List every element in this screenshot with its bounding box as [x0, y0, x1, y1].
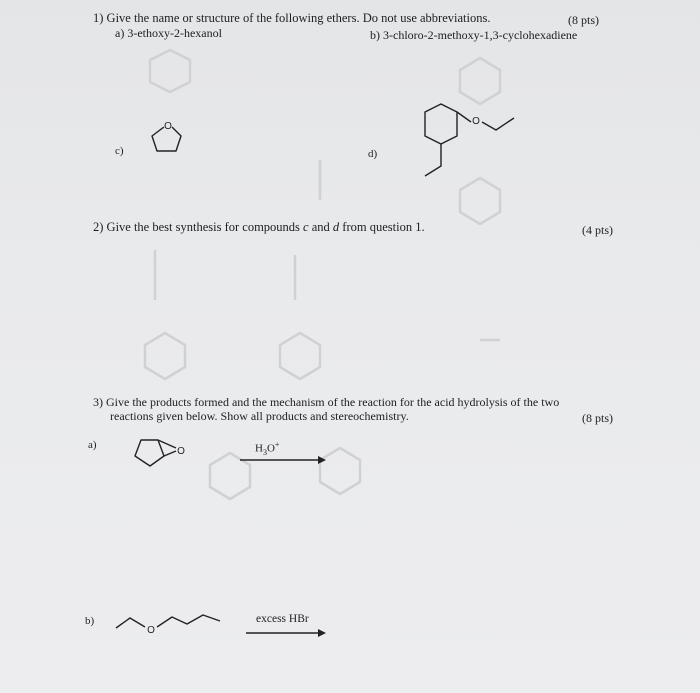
question-1-text: 1) Give the name or structure of the following ethers. Do not use abbreviations. — [93, 11, 491, 25]
question-3-points: (8 pts) — [582, 411, 613, 425]
question-2-lead: 2) Give the best synthesis for compounds — [93, 220, 300, 234]
reagent-a-h: H — [255, 442, 263, 455]
reagent-a-label — [255, 441, 279, 457]
question-3-line-1: 3) Give the products formed and the mechanism of the reaction for the acid hydrolysis of the two — [93, 395, 560, 409]
reaction-a-oxygen: O — [177, 446, 185, 457]
question-1d-label: d) — [368, 148, 378, 160]
question-1-points: (8 pts) — [568, 13, 599, 27]
question-2-rest: from question 1. — [342, 220, 425, 234]
question-3b-label: b) — [85, 615, 95, 627]
reagent-b-label: excess HBr — [256, 613, 309, 625]
question-2-points: (4 pts) — [582, 223, 613, 237]
question-1b-label: b) 3-chloro-2-methoxy-1,3-cyclohexadiene — [370, 28, 578, 42]
question-1c-label: c) — [115, 145, 124, 157]
question-3a-label: a) — [88, 439, 97, 451]
question-1a-label: a) 3-ethoxy-2-hexanol — [115, 26, 222, 40]
question-2-d: d — [332, 220, 340, 234]
structure-d-oxygen: O — [472, 116, 480, 127]
reagent-a-sub: 3 — [262, 447, 267, 457]
question-2-c: c — [303, 220, 309, 234]
reaction-b-oxygen: O — [147, 625, 155, 636]
reagent-a-o: O — [266, 442, 275, 455]
reagent-a-sup: + — [274, 440, 280, 449]
question-3-line-2: reactions given below. Show all products and stereochemistry. — [110, 409, 409, 423]
question-2-and: and — [311, 220, 330, 234]
question-2-text — [93, 221, 425, 234]
structure-c-oxygen: O — [164, 121, 172, 132]
